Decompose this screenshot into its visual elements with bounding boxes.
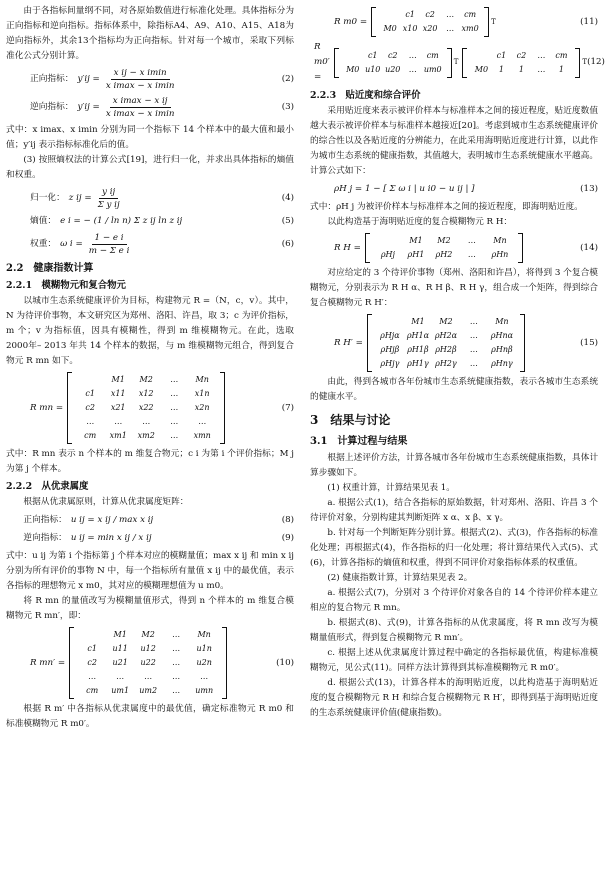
- matrix-cell: …: [144, 672, 153, 681]
- section-heading: 2.2 健康指数计算: [6, 263, 94, 274]
- matrix-cell: …: [537, 50, 546, 60]
- paragraph: 根据 R m′ 中各指标从优隶属度中的最优值，确定标准物元 R m0 和标准模糊物元 R m0′。: [6, 704, 294, 729]
- paragraph: 对应给定的 3 个待评价事物（郑州、洛阳和许昌），将得到 3 个复合模糊物元，分别表示为 R H α、R H β、R H γ，组合成一个矩阵，得到综合复合模糊物元 R H′：: [310, 268, 598, 308]
- matrix-cell: …: [446, 10, 455, 19]
- matrix-cell: …: [114, 417, 123, 426]
- matrix-cell: …: [537, 64, 546, 74]
- equation-label: 熵值：: [30, 216, 57, 226]
- matrix-cell: cm: [555, 50, 568, 60]
- paragraph: 根据上述评价方法，计算各城市各年份城市生态系统健康指数，具体计算步骤如下。: [310, 453, 598, 478]
- matrix-cell: c2: [387, 50, 398, 60]
- matrix-cell: x11: [110, 389, 126, 398]
- paragraph: 采用贴近度来表示被评价样本与标准样本之间的接近程度，贴近度数值越大表示被评价样本与标准样本越接近[20]。考虑到城市生态系统健康评价的综合性以及各贴近度的分辨能力，在此采用海明贴近度进行计算，以此作为城市生态系统的健康指数，其值越大，表明城市生态系统健康水平越高。计算公式如下：: [310, 106, 598, 176]
- matrix-cell: x21: [110, 403, 126, 412]
- matrix-cell: c2: [85, 403, 95, 412]
- matrix-row: [376, 343, 516, 357]
- matrix: [365, 233, 523, 263]
- matrix-cell: xm1: [109, 431, 127, 440]
- matrix-cell: ρHj: [380, 250, 395, 259]
- equation-body: e i = − (1 / ln n) Σ z ij ln z ij: [60, 216, 183, 226]
- matrix-cell: [380, 8, 400, 22]
- matrix-cell: c1: [367, 50, 378, 60]
- equation-number: (3): [281, 102, 294, 112]
- equation-12: [310, 40, 605, 85]
- matrix-cell: 1: [498, 64, 504, 74]
- matrix-row: [78, 670, 218, 684]
- matrix-cell: c1: [496, 50, 507, 60]
- matrix-cell: …: [469, 359, 478, 368]
- matrix-cell: ρHnα: [490, 331, 514, 340]
- equation-number: (12): [587, 57, 605, 67]
- matrix-row: [76, 387, 216, 401]
- matrix-row: [343, 63, 443, 77]
- matrix-cell: cm: [426, 50, 439, 60]
- equation-lhs: y′ij =: [77, 74, 100, 84]
- paragraph: 由于各指标间量纲不同，对各原始数值进行标准化处理。具体指标分为正向指标和逆向指标。指标体系中，除指标A4、A9、A10、A15、A18为逆向指标外，其余13个指标均为正向指标。针对每一个城市，采取下列标准化公式分别计算。: [6, 6, 294, 61]
- matrix-cell: [78, 628, 106, 642]
- equation-label: 权重：: [30, 239, 57, 249]
- matrix-cell: ρHn: [491, 250, 509, 259]
- equation-3: [6, 95, 294, 120]
- matrix-cell: …: [170, 375, 179, 384]
- equation-11: [310, 7, 598, 37]
- matrix-cell: ρHjγ: [380, 359, 400, 368]
- section-heading: 3 结果与讨论: [310, 413, 391, 427]
- matrix-cell: x20: [422, 24, 438, 33]
- fraction: [86, 232, 133, 257]
- equation-7: [6, 372, 294, 444]
- matrix-row: [380, 22, 480, 36]
- matrix-cell: M0: [346, 64, 360, 74]
- matrix-cell: …: [198, 417, 207, 426]
- equation-label: 逆向指标：: [23, 533, 67, 543]
- matrix-cell: um2: [139, 686, 158, 695]
- equation-lhs: R m0 =: [334, 16, 368, 27]
- equation-lhs: R mn =: [30, 402, 64, 413]
- matrix-cell: cm: [84, 431, 97, 440]
- fraction: [95, 186, 123, 211]
- matrix-cell: …: [88, 672, 97, 681]
- paragraph: (1) 权重计算，计算结果见表 1。: [327, 483, 455, 493]
- equation-lhs: y′ij =: [77, 102, 100, 112]
- equation-lhs: R H′ =: [334, 337, 363, 348]
- matrix-cell: u11: [112, 644, 128, 653]
- matrix-cell: umn: [195, 686, 214, 695]
- matrix-row: [374, 248, 514, 262]
- matrix-row: [78, 642, 218, 656]
- paragraph: 式中：x imax、x imin 分别为同一个指标下 14 个样本中的最大值和最小值；y′ij 表示指标标准化后的值。: [6, 125, 294, 150]
- matrix-cell: M1: [113, 630, 127, 639]
- right-column: [310, 4, 605, 721]
- numerator: 1 − e i: [92, 232, 127, 245]
- subsection-heading: 2.2.3 贴近度和综合评价: [310, 90, 421, 101]
- matrix-cell: …: [86, 417, 95, 426]
- matrix-cell: c2: [87, 658, 97, 667]
- equation-number: (5): [281, 216, 294, 226]
- equation-label: 逆向指标：: [30, 102, 74, 112]
- paragraph: 以此构造基于海明贴近度的复合模糊物元 R H：: [327, 217, 513, 227]
- paragraph: 由此，得到各城市各年份城市生态系统健康指数，表示各城市生态系统的健康水平。: [310, 377, 598, 402]
- equation-9: [6, 531, 294, 546]
- equation-13: [310, 182, 598, 197]
- matrix-cell: …: [469, 331, 478, 340]
- equation-number: (11): [580, 16, 598, 27]
- matrix-cell: M2: [139, 375, 153, 384]
- matrix-row: [471, 63, 571, 77]
- equation-number: (15): [580, 337, 598, 348]
- matrix-cell: cm: [464, 10, 477, 19]
- matrix-cell: x10: [402, 24, 418, 33]
- matrix-cell: ρH2γ: [435, 359, 457, 368]
- matrix-cell: …: [172, 672, 181, 681]
- equation-body: u ij = min x ij / x ij: [70, 533, 152, 543]
- denominator: x imax − x imin: [105, 81, 175, 91]
- paragraph: 将 R mn 的量值改写为模糊量值形式，得到 n 个样本的 m 维复合模糊物元 R mn′，即：: [6, 596, 294, 621]
- matrix-cell: Mn: [493, 236, 507, 245]
- matrix-cell: c2: [516, 50, 527, 60]
- matrix-row: [78, 628, 218, 642]
- equation-number: (8): [281, 515, 294, 525]
- matrix-cell: c1: [405, 10, 415, 19]
- matrix-cell: xmn: [193, 431, 211, 440]
- equation-number: (13): [580, 184, 598, 194]
- matrix: [334, 48, 452, 78]
- matrix-cell: M1: [111, 375, 125, 384]
- matrix-cell: c1: [87, 644, 97, 653]
- matrix-cell: Mn: [195, 375, 209, 384]
- equation-10: [6, 627, 294, 699]
- matrix-cell: c1: [85, 389, 95, 398]
- paragraph: b. 针对每一个判断矩阵分别计算。根据式(2)、式(3)，作各指标的标准化处理；再根据式(4)，作各指标的归一化处理；将计算结果代入式(5)、式(6)，计算各指标的熵值和权重，得到不同评价对象指标体系的权重值。: [310, 528, 598, 568]
- paragraph: a. 根据公式(7)，分别对 3 个待评价对象各自的 14 个待评价样本建立相应的复合物元 R mn。: [310, 588, 598, 613]
- matrix-cell: u22: [140, 658, 156, 667]
- matrix-cell: x1n: [194, 389, 210, 398]
- equation-lhs: R mn′ =: [30, 657, 66, 668]
- matrix-cell: ρH1γ: [407, 359, 429, 368]
- matrix-cell: M0: [383, 24, 397, 33]
- matrix-row: [76, 373, 216, 387]
- paragraph: c. 根据上述从优隶属度计算过程中确定的各指标最优值，构建标准模糊物元，见公式(11)。同样方法计算得到其标准模糊物元 R m0′。: [310, 648, 598, 673]
- matrix-row: [76, 401, 216, 415]
- matrix-cell: …: [170, 389, 179, 398]
- equation-4: [6, 186, 294, 211]
- denominator: Σ y ij: [97, 200, 120, 210]
- matrix-row: [76, 429, 216, 443]
- matrix-cell: Mn: [495, 317, 509, 326]
- matrix-cell: ρH2β: [435, 345, 457, 354]
- equation-number: (2): [281, 74, 294, 84]
- equation-number: (6): [281, 239, 294, 249]
- matrix-row: [78, 684, 218, 698]
- matrix-cell: [374, 234, 402, 248]
- matrix-cell: x2n: [194, 403, 210, 412]
- equation-lhs: ω i =: [60, 239, 83, 249]
- matrix-cell: M2: [439, 317, 453, 326]
- paragraph: a. 根据公式(1)，结合各指标的原始数据，针对郑州、洛阳、许昌 3 个待评价对象，分别构建其判断矩阵 x α、x β、x γ。: [310, 498, 598, 523]
- matrix-row: [471, 49, 571, 63]
- matrix-cell: …: [408, 50, 417, 60]
- subsection-heading: 2.2.1 模糊物元和复合物元: [6, 280, 126, 291]
- matrix-cell: 1: [518, 64, 524, 74]
- denominator: m − Σ e i: [88, 246, 130, 256]
- equation-15: [310, 314, 598, 372]
- equation-5: [6, 214, 294, 229]
- matrix-cell: M2: [437, 236, 451, 245]
- matrix-cell: M1: [411, 317, 425, 326]
- matrix-cell: M0: [474, 64, 489, 74]
- matrix-row: [78, 656, 218, 670]
- matrix-cell: ρHjα: [380, 331, 400, 340]
- paragraph: b. 根据式(8)、式(9)，计算各指标的从优隶属度，将 R mn 改写为模糊量值形式，得到复合模糊物元 R mn′。: [310, 618, 598, 643]
- matrix-cell: …: [200, 672, 209, 681]
- matrix-row: [376, 357, 516, 371]
- matrix-cell: u1n: [196, 644, 212, 653]
- matrix-row: [380, 8, 480, 22]
- matrix-cell: …: [116, 672, 125, 681]
- numerator: x ij − x imin: [111, 67, 170, 80]
- paragraph: 式中：ρH j 为被评价样本与标准样本之间的接近程度，即海明贴近度。: [310, 202, 583, 212]
- matrix: [371, 7, 489, 37]
- matrix: [69, 627, 227, 699]
- matrix-cell: …: [467, 250, 476, 259]
- matrix-cell: ρH2α: [434, 331, 457, 340]
- matrix-cell: u2n: [196, 658, 212, 667]
- matrix-cell: …: [172, 630, 181, 639]
- matrix-cell: …: [142, 417, 151, 426]
- paragraph: 式中：u ij 为第 i 个指标第 j 个样本对应的模糊量值；max x ij 和 min x ij 分别为所有评价的事物 N 中，每一个指标所有量值 x ij 中的最优值，表示各指标的理想物元 x m0，其对应的模糊理想值为 u m0。: [6, 551, 294, 591]
- equation-number: (7): [281, 402, 294, 413]
- matrix-cell: [76, 373, 104, 387]
- paragraph: 式中：R mn 表示 n 个样本的 m 维复合物元；c i 为第 i 个评价指标；M j 为第 j 个样本。: [6, 449, 294, 474]
- equation-number: (9): [281, 533, 294, 543]
- matrix-cell: xm2: [137, 431, 155, 440]
- transpose-mark: T: [491, 17, 496, 26]
- transpose-mark: T: [582, 58, 588, 66]
- matrix-row: [76, 415, 216, 429]
- equation-label: 正向指标：: [23, 515, 67, 525]
- matrix-cell: …: [408, 64, 417, 74]
- matrix-cell: um0: [423, 64, 442, 74]
- matrix-cell: u10: [365, 64, 381, 74]
- subsection-heading: 2.2.2 从优隶属度: [6, 481, 89, 492]
- equation-body: ρH j = 1 − [ Σ ω i | u i0 − u ij | ]: [334, 184, 475, 194]
- matrix-cell: u12: [140, 644, 156, 653]
- paragraph: 根据从优隶属原则，计算从优隶属度矩阵：: [23, 497, 189, 507]
- matrix-cell: [376, 315, 404, 329]
- denominator: x imax − x imin: [105, 109, 175, 119]
- matrix-cell: M1: [409, 236, 423, 245]
- matrix-cell: …: [170, 403, 179, 412]
- fraction: [103, 67, 178, 92]
- equation-lhs: R m0′ =: [314, 42, 330, 82]
- equation-14: [310, 233, 598, 263]
- matrix-cell: cm: [86, 686, 99, 695]
- matrix-cell: 1: [558, 64, 564, 74]
- equation-6: [6, 232, 294, 257]
- equation-label: 正向指标：: [30, 74, 74, 84]
- matrix-row: [343, 49, 443, 63]
- matrix-cell: ρHnγ: [491, 359, 513, 368]
- matrix-cell: …: [469, 317, 478, 326]
- matrix-cell: u21: [112, 658, 128, 667]
- matrix-cell: …: [469, 345, 478, 354]
- equation-lhs: R H =: [334, 242, 361, 253]
- matrix: [462, 48, 580, 78]
- paragraph: d. 根据公式(13)，计算各样本的海明贴近度，以此构造基于海明贴近度的复合模糊物元 R H 和综合复合模糊物元 R H′，即得到基于海明贴近度的生态系统健康评价值(健康指数)。: [310, 678, 598, 718]
- matrix-cell: ρHjβ: [380, 345, 400, 354]
- numerator: x imax − x ij: [110, 95, 171, 108]
- paragraph: (2) 健康指数计算，计算结果见表 2。: [327, 573, 473, 583]
- matrix-row: [376, 315, 516, 329]
- matrix: [367, 314, 525, 372]
- equation-number: (14): [580, 242, 598, 253]
- matrix-cell: [343, 49, 363, 63]
- matrix-cell: u20: [385, 64, 401, 74]
- matrix-cell: …: [467, 236, 476, 245]
- equation-8: [6, 513, 294, 528]
- matrix-cell: M2: [141, 630, 155, 639]
- matrix-cell: ρH1: [407, 250, 425, 259]
- equation-lhs: z ij =: [68, 193, 92, 203]
- matrix-cell: x22: [138, 403, 154, 412]
- matrix-cell: …: [172, 644, 181, 653]
- fraction: [103, 95, 178, 120]
- matrix-cell: ρH1β: [407, 345, 429, 354]
- matrix-cell: …: [172, 658, 181, 667]
- equation-number: (4): [281, 193, 294, 203]
- numerator: y ij: [99, 186, 118, 199]
- matrix-cell: ρHnβ: [491, 345, 513, 354]
- matrix-cell: …: [170, 417, 179, 426]
- matrix-cell: ρH1α: [406, 331, 429, 340]
- matrix-cell: c2: [425, 10, 435, 19]
- matrix-cell: …: [170, 431, 179, 440]
- paragraph: 以城市生态系统健康评价为目标，构建物元 R =（N，c，v）。其中，N 为待评价事物，本文研究区为郑州、洛阳、许昌，取 3；c 为评价指标，m 个；v 为指标值，因具有模糊性，得到 m 维模糊物元。在此，选取 2000年– 2013 年共 14 个样本的数据，与 m 维模糊物元组合，得到复合物元 R mn 如下。: [6, 296, 294, 366]
- matrix-row: [376, 329, 516, 343]
- paragraph: (3) 按照熵权法的计算公式[19]，进行归一化，并求出具体指标的熵值和权重。: [6, 155, 294, 180]
- left-column: [6, 4, 294, 732]
- section-heading: 3.1 计算过程与结果: [310, 436, 408, 447]
- transpose-mark: T: [453, 58, 459, 66]
- matrix-row: [374, 234, 514, 248]
- matrix-cell: Mn: [197, 630, 211, 639]
- matrix-cell: …: [446, 24, 455, 33]
- matrix: [67, 372, 225, 444]
- matrix-cell: …: [172, 686, 181, 695]
- matrix-cell: x12: [138, 389, 154, 398]
- matrix-cell: [471, 49, 491, 63]
- equation-number: (10): [276, 657, 294, 668]
- matrix-cell: ρH2: [435, 250, 453, 259]
- matrix-cell: um1: [111, 686, 130, 695]
- equation-label: 归一化：: [30, 193, 65, 203]
- equation-body: u ij = x ij / max x ij: [70, 515, 154, 525]
- equation-2: [6, 67, 294, 92]
- matrix-cell: xm0: [461, 24, 479, 33]
